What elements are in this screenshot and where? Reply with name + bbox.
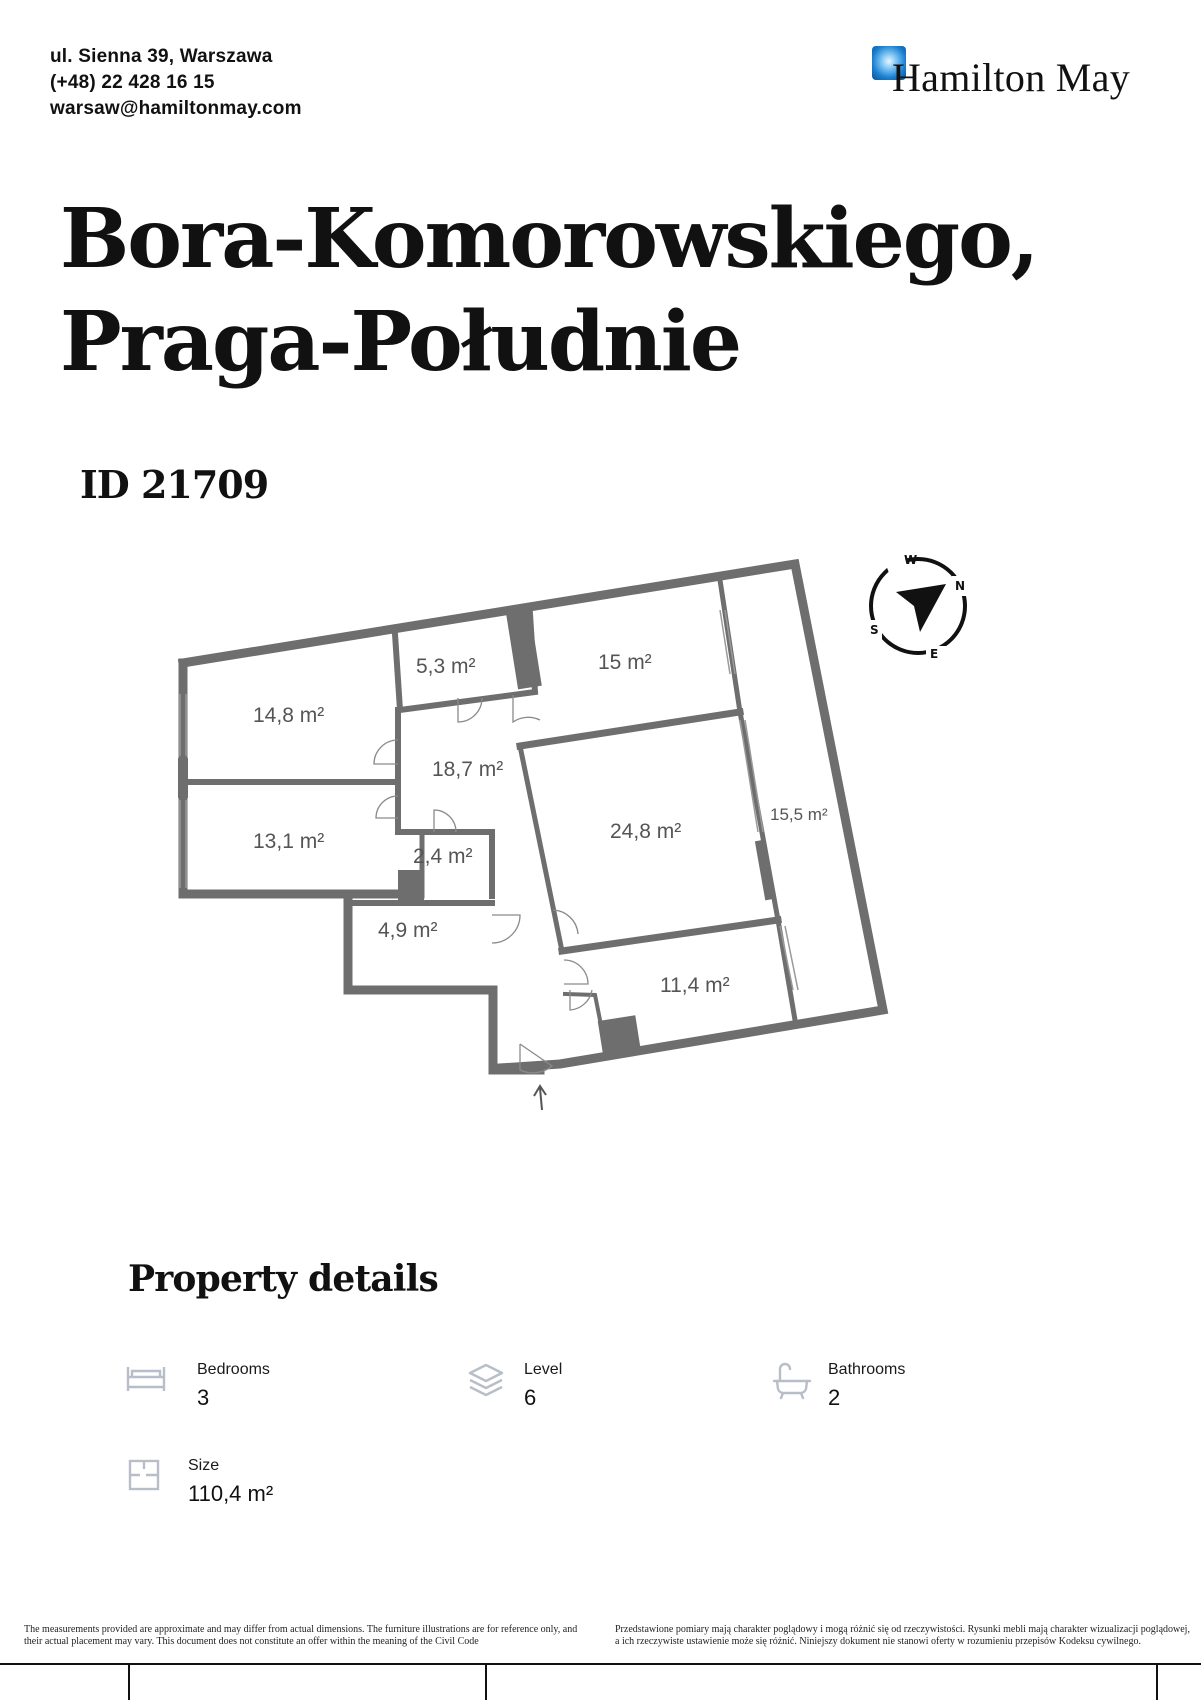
door — [434, 810, 456, 832]
room-label: 11,4 m² — [660, 974, 730, 997]
wall-block — [598, 1015, 641, 1053]
footer-divider — [128, 1663, 130, 1700]
wall-block — [398, 870, 424, 900]
room-label: 15,5 m² — [770, 805, 828, 824]
room-label: 14,8 m² — [253, 704, 325, 727]
bedrooms-value: 3 — [197, 1385, 210, 1410]
wall-block — [178, 758, 188, 798]
level-label: Level — [524, 1361, 563, 1378]
door — [513, 695, 540, 722]
size-label: Size — [188, 1457, 220, 1474]
bathrooms-label: Bathrooms — [828, 1361, 906, 1378]
compass-n: N — [955, 579, 966, 593]
bathrooms-value: 2 — [828, 1385, 841, 1410]
floorplan-icon — [126, 1457, 166, 1497]
room-label: 15 m² — [598, 651, 652, 674]
room-label: 2,4 m² — [413, 845, 473, 868]
listing-id: ID 21709 — [80, 462, 269, 507]
wall-block — [755, 840, 775, 901]
layers-icon — [466, 1361, 506, 1401]
brand-logo[interactable] — [872, 46, 1162, 106]
wall — [520, 712, 740, 746]
door — [492, 915, 520, 943]
compass — [868, 553, 966, 661]
room-label: 24,8 m² — [610, 820, 682, 843]
title-line-2: Praga-Południe — [60, 294, 741, 390]
page-title — [60, 188, 1037, 394]
room-label: 5,3 m² — [416, 655, 476, 678]
title-line-1: Bora-Komorowskiego, — [60, 191, 1038, 287]
compass-w: W — [904, 553, 918, 567]
room-label: 18,7 m² — [432, 758, 504, 781]
bathtub-icon — [772, 1361, 812, 1401]
floor-plan — [150, 553, 1050, 1210]
door — [564, 960, 588, 984]
room-label: 4,9 m² — [378, 919, 438, 942]
footer-divider — [1156, 1663, 1158, 1700]
phone[interactable]: (+48) 22 428 16 15 — [50, 72, 215, 93]
footer-rule — [0, 1663, 1201, 1665]
door — [376, 796, 398, 818]
door — [374, 740, 398, 764]
room-label: 13,1 m² — [253, 830, 325, 853]
level-value: 6 — [524, 1385, 537, 1410]
outer-wall-lower — [348, 903, 540, 1070]
outer-wall-left — [183, 663, 395, 894]
compass-e: E — [930, 647, 939, 661]
bedrooms-label: Bedrooms — [197, 1361, 270, 1378]
disclaimer-pl: Przedstawione pomiary mają charakter poglądowy i mogą różnić się od rzeczywistości. Rysunki mebli mają charakter wizualizacji poglądowej, a ich rzeczywiste ustawienie może się różnić. Niniejszy dokument nie stanowi oferty w rozumieniu przepisów Kodeksu cywilnego. — [615, 1624, 1190, 1647]
disclaimer-en: The measurements provided are approximate and may differ from actual dimensions. The furniture illustrations are for reference only, and their actual placement may vary. This document does not constitute an offer within the meaning of the Civil Code — [24, 1624, 578, 1647]
compass-arrow-icon — [896, 584, 946, 632]
address: ul. Sienna 39, Warszawa — [50, 46, 273, 67]
bed-icon — [126, 1361, 166, 1401]
entrance-arrow-icon — [534, 1086, 546, 1110]
wall-block — [506, 611, 542, 690]
footer-divider — [485, 1663, 487, 1700]
brand-name: Hamilton May — [892, 55, 1131, 100]
email[interactable]: warsaw@hamiltonmay.com — [50, 98, 302, 119]
compass-s: S — [870, 623, 879, 637]
contact-block — [50, 44, 302, 122]
wall — [562, 920, 778, 951]
wall — [520, 746, 562, 951]
property-details-heading: Property details — [128, 1258, 439, 1300]
size-value: 110,4 m² — [188, 1481, 274, 1506]
